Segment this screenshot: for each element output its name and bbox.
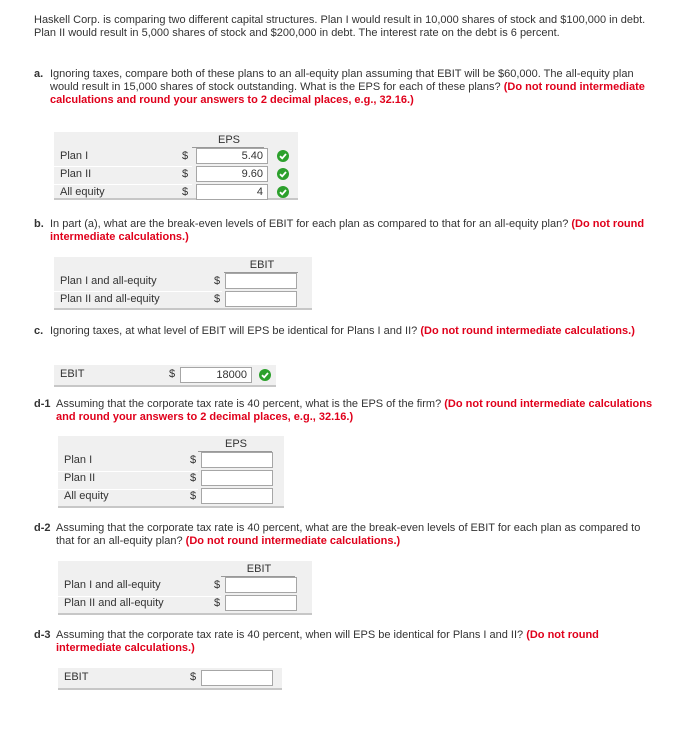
table-b-plan-2-input[interactable]	[225, 291, 297, 307]
table-a-plan-2-input[interactable]	[196, 166, 268, 182]
table-c-currency: $	[169, 368, 176, 380]
table-a	[54, 132, 298, 200]
check-circle-icon	[277, 186, 289, 198]
table-a-row-plan-2-currency: $	[182, 168, 189, 180]
check-circle-icon	[277, 150, 289, 162]
check-circle-icon	[259, 369, 271, 381]
question-c	[34, 325, 654, 338]
table-a-row-plan-1-label: Plan I	[60, 150, 89, 162]
table-d1-plan-2-input[interactable]	[201, 470, 273, 486]
table-d2-header: EBIT	[246, 563, 272, 575]
question-d2-text: Assuming that the corporate tax rate is 40 percent, what are the break-even levels of EBIT for each plan as compared to that for an all-equity plan?	[56, 522, 641, 547]
question-d1-label: d-1	[34, 398, 51, 410]
table-d2-row-plan-1-label: Plan I and all-equity	[64, 579, 161, 591]
question-d1	[34, 398, 654, 423]
question-b-note: (Do not round intermediate calculations.)	[50, 218, 645, 243]
table-d1-row-all-equity-label: All equity	[64, 490, 109, 502]
question-c-text: Ignoring taxes, at what level of EBIT will EPS be identical for Plans I and II?	[50, 325, 418, 337]
question-b-label: b.	[34, 218, 44, 230]
table-c-ebit-label: EBIT	[60, 368, 85, 380]
table-d2-row-plan-2-label: Plan II and all-equity	[64, 597, 164, 609]
table-a-row-all-equity-label: All equity	[60, 186, 105, 198]
question-a	[34, 68, 654, 106]
table-d1-row-plan-2-label: Plan II	[64, 472, 96, 484]
table-d2-plan-2-input[interactable]	[225, 595, 297, 611]
table-d2-row-plan-2-currency: $	[214, 597, 221, 609]
table-a-header: EPS	[217, 134, 240, 146]
question-d1-note: (Do not round intermediate calculations and round your answers to 2 decimal places, e.g., 32.16.)	[56, 398, 653, 423]
table-d1-row-plan-2-currency: $	[190, 472, 197, 484]
table-d1-row-plan-1-label: Plan I	[64, 454, 93, 466]
table-c	[54, 365, 276, 387]
table-a-row-separator	[54, 184, 192, 185]
table-d3	[58, 668, 282, 690]
question-d3-label: d-3	[34, 629, 51, 641]
table-d2-plan-1-input[interactable]	[225, 577, 297, 593]
table-b-row-plan-2-currency: $	[214, 293, 221, 305]
intro-paragraph	[34, 14, 654, 40]
question-d2-label: d-2	[34, 522, 51, 534]
question-d3	[34, 629, 654, 654]
table-b-plan-1-input[interactable]	[225, 273, 297, 289]
question-a-note: (Do not round intermediate calculations and round your answers to 2 decimal places, e.g., 32.16.)	[50, 81, 645, 106]
table-a-row-separator	[54, 166, 192, 167]
question-d1-text: Assuming that the corporate tax rate is 40 percent, what is the EPS of the firm?	[56, 398, 442, 410]
table-c-ebit-input[interactable]	[180, 367, 252, 383]
table-b-row-separator	[54, 291, 222, 292]
table-d1-all-equity-input[interactable]	[201, 488, 273, 504]
table-b-header: EBIT	[249, 259, 275, 271]
question-d2-note: (Do not round intermediate calculations.)	[185, 535, 401, 547]
table-d1-row-plan-1-currency: $	[190, 454, 197, 466]
table-d1-header: EPS	[224, 438, 247, 450]
table-b-row-plan-1-label: Plan I and all-equity	[60, 275, 157, 287]
question-c-note: (Do not round intermediate calculations.)	[420, 325, 635, 337]
table-d1-row-all-equity-currency: $	[190, 490, 197, 502]
table-d3-ebit-input[interactable]	[201, 670, 273, 686]
table-d3-currency: $	[190, 671, 197, 683]
table-b	[54, 257, 312, 310]
table-a-row-plan-1-currency: $	[182, 150, 189, 162]
question-b-text: In part (a), what are the break-even levels of EBIT for each plan as compared to that for an all-equity plan?	[50, 218, 569, 230]
table-d2-row-plan-1-currency: $	[214, 579, 221, 591]
table-d1	[58, 436, 284, 508]
check-circle-icon	[277, 168, 289, 180]
question-d3-note: (Do not round intermediate calculations.)	[56, 629, 599, 654]
table-d2	[58, 561, 312, 615]
table-a-plan-1-input[interactable]	[196, 148, 268, 164]
question-a-text: Ignoring taxes, compare both of these plans to an all-equity plan assuming that EBIT will be $60,000. The all-equity plan would result in 15,000 shares of stock outstanding. What is the EPS for each of these plans?	[50, 68, 634, 93]
table-d1-plan-1-input[interactable]	[201, 452, 273, 468]
table-a-row-all-equity-currency: $	[182, 186, 189, 198]
intro-text: Haskell Corp. is comparing two different capital structures. Plan I would result in 10,000 shares of stock and $100,000 in debt. Plan II would result in 5,000 shares of stock and $200,000 in debt. The interest rate on the debt is 6 percent.	[34, 14, 646, 39]
table-a-row-plan-2-label: Plan II	[60, 168, 92, 180]
question-c-label: c.	[34, 325, 44, 337]
table-a-all-equity-input[interactable]	[196, 184, 268, 200]
table-d3-ebit-label: EBIT	[64, 671, 89, 683]
question-a-label: a.	[34, 68, 44, 80]
table-b-row-plan-2-label: Plan II and all-equity	[60, 293, 160, 305]
question-b	[34, 218, 654, 243]
question-d3-text: Assuming that the corporate tax rate is 40 percent, when will EPS be identical for Plans I and II?	[56, 629, 524, 641]
table-b-row-plan-1-currency: $	[214, 275, 221, 287]
question-d2	[34, 522, 654, 547]
